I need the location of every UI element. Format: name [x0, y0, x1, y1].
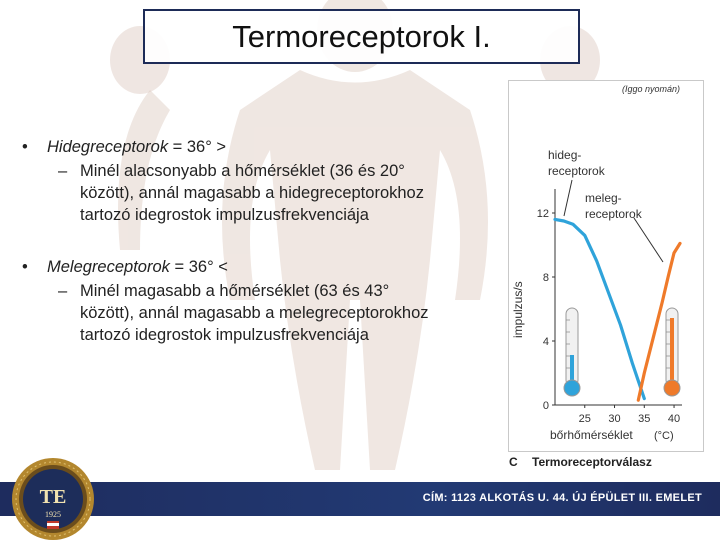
- page-title: Termoreceptorok I.: [232, 18, 491, 54]
- sub-line: tartozó idegrostok impulzusfrekvenciája: [80, 326, 369, 344]
- plot-area: [537, 189, 682, 425]
- figure-caption: Termoreceptorválasz: [532, 455, 652, 469]
- bullet-marker: •: [22, 138, 28, 156]
- cold-label-leader: [564, 180, 572, 216]
- bullet-term: Melegreceptorok: [47, 258, 170, 276]
- cold-label-line1: hideg-: [548, 148, 582, 162]
- y-axis-label: impulzus/s: [511, 281, 525, 338]
- sub-line: Minél magasabb a hőmérséklet (63 és 43°: [80, 282, 390, 300]
- bullet-rest: = 36° >: [168, 138, 227, 156]
- logo-letters: TE: [39, 486, 67, 508]
- thermoreceptor-chart: [508, 80, 704, 472]
- y-tick-label: 4: [542, 336, 549, 348]
- warm-label-line1: meleg-: [585, 191, 622, 205]
- x-tick-label: 25: [578, 413, 591, 425]
- x-tick-label: 30: [608, 413, 621, 425]
- university-logo: [11, 457, 95, 541]
- x-axis-label: bőrhőmérséklet: [550, 428, 633, 442]
- figure-caption-letter: C: [509, 455, 518, 469]
- sub-bullet-cold: [22, 160, 492, 226]
- title-box: [143, 9, 580, 64]
- sub-line: között), annál magasabb a melegreceptorokhoz: [80, 304, 429, 322]
- bullet-cold-receptors: [22, 136, 492, 158]
- x-tick-label: 40: [667, 413, 681, 425]
- bullet-marker: •: [22, 258, 28, 276]
- sub-line: tartozó idegrostok impulzusfrekvenciája: [80, 206, 369, 224]
- y-tick-label: 8: [542, 272, 549, 284]
- cold-thermometer-icon: [564, 308, 580, 396]
- footer-address: CÍM: 1123 ALKOTÁS U. 44. ÚJ ÉPÜLET III. EMELET: [422, 492, 702, 504]
- warm-label-leader: [634, 218, 663, 262]
- sub-bullet-dash: –: [58, 282, 68, 300]
- bullet-rest: = 36° <: [169, 258, 228, 276]
- bullet-warm-receptors: [22, 256, 492, 278]
- sub-bullet-warm: [22, 280, 492, 346]
- warm-thermometer-icon: [664, 308, 680, 396]
- warm-label-line2: receptorok: [585, 207, 642, 221]
- sub-line: Minél alacsonyabb a hőmérséklet (36 és 20°: [80, 162, 405, 180]
- bullet-term: Hidegreceptorok: [47, 138, 169, 156]
- x-tick-label: 35: [638, 413, 651, 425]
- logo-year: 1925: [45, 510, 61, 519]
- sub-line: között), annál magasabb a hidegreceptorokhoz: [80, 184, 424, 202]
- sub-bullet-dash: –: [58, 162, 68, 180]
- y-tick-label: 0: [542, 400, 549, 412]
- figure-source-note: (Iggo nyomán): [622, 84, 681, 94]
- x-axis-unit: (°C): [654, 430, 674, 442]
- cold-label-line2: receptorok: [548, 164, 605, 178]
- y-tick-label: 12: [536, 208, 549, 220]
- bullet-list: [22, 136, 492, 346]
